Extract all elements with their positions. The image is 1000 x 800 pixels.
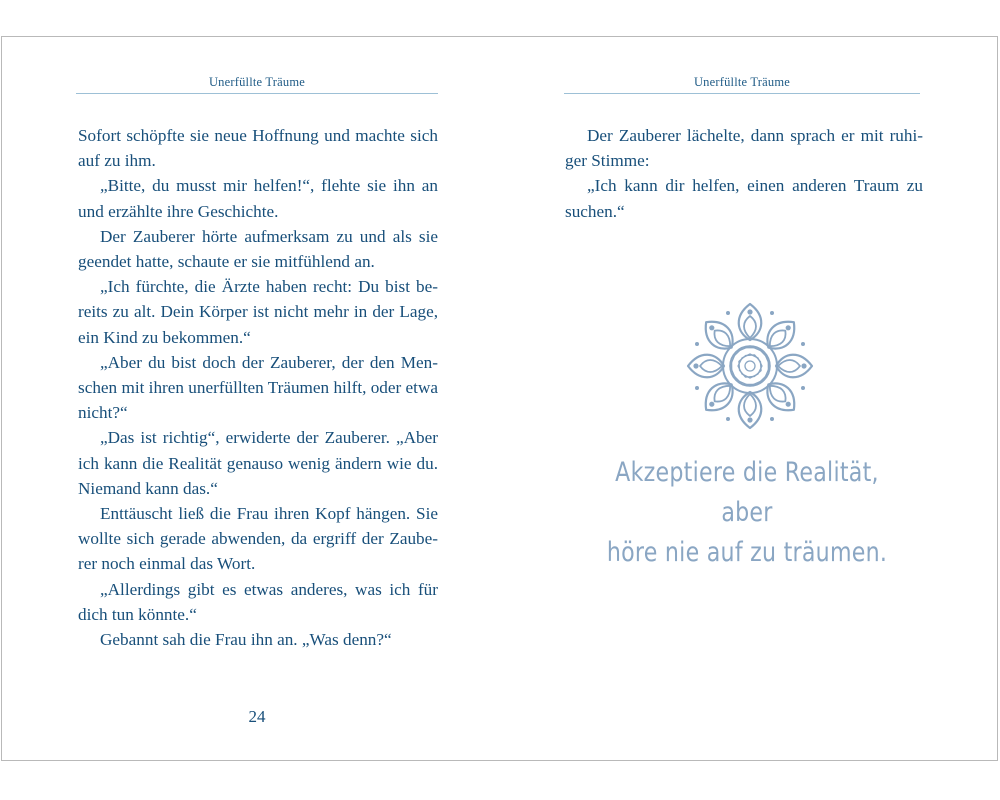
paragraph: „Ich fürchte, die Ärzte haben recht: Du bist be-reits zu alt. Dein Körper ist nicht mehr in der Lage, ein Kind zu bekommen.“ [78, 277, 438, 347]
paragraph: Sofort schöpfte sie neue Hoffnung und machte sich auf zu ihm. [78, 126, 438, 171]
quote-line: höre nie auf zu träumen. [606, 537, 888, 568]
paragraph: „Bitte, du musst mir helfen!“, flehte sie ihn an und erzählte ihre Geschichte. [78, 176, 438, 221]
paragraph: „Allerdings gibt es etwas anderes, was ich für dich tun könnte.“ [78, 579, 438, 624]
paragraph: Enttäuscht ließ die Frau ihren Kopf hängen. Sie wollte sich gerade abwenden, da ergriff der Zaube-rer noch einmal das Wort. [78, 504, 438, 574]
paragraph: „Aber du bist doch der Zauberer, der den Men-schen mit ihren unerfüllten Träumen hilft, oder etwa nicht?“ [78, 352, 438, 423]
quote [591, 453, 903, 573]
left-running-head: Unerfüllte Träume [208, 75, 306, 89]
quote-line: Akzeptiere die Realität, aber [615, 457, 879, 528]
page-number: 24 [248, 707, 266, 726]
left-header-rule [76, 93, 438, 94]
left-body-text [78, 123, 438, 652]
paragraph: Gebannt sah die Frau ihn an. „Was denn?“ [100, 630, 392, 650]
mandala-icon [685, 301, 815, 431]
paragraph: „Ich kann dir helfen, einen anderen Traum zu suchen.“ [565, 176, 923, 221]
right-body-text [565, 123, 923, 224]
right-header-rule [564, 93, 920, 94]
book-spread [1, 36, 998, 761]
paragraph: Der Zauberer lächelte, dann sprach er mit ruhi-ger Stimme: [565, 126, 923, 171]
right-running-head: Unerfüllte Träume [693, 75, 791, 89]
paragraph: „Das ist richtig“, erwiderte der Zauberer. „Aber ich kann die Realität genauso wenig ändern wie du. Niemand kann das.“ [78, 428, 438, 498]
paragraph: Der Zauberer hörte aufmerksam zu und als sie geendet hatte, schaute er sie mitfühlend an. [78, 226, 438, 272]
